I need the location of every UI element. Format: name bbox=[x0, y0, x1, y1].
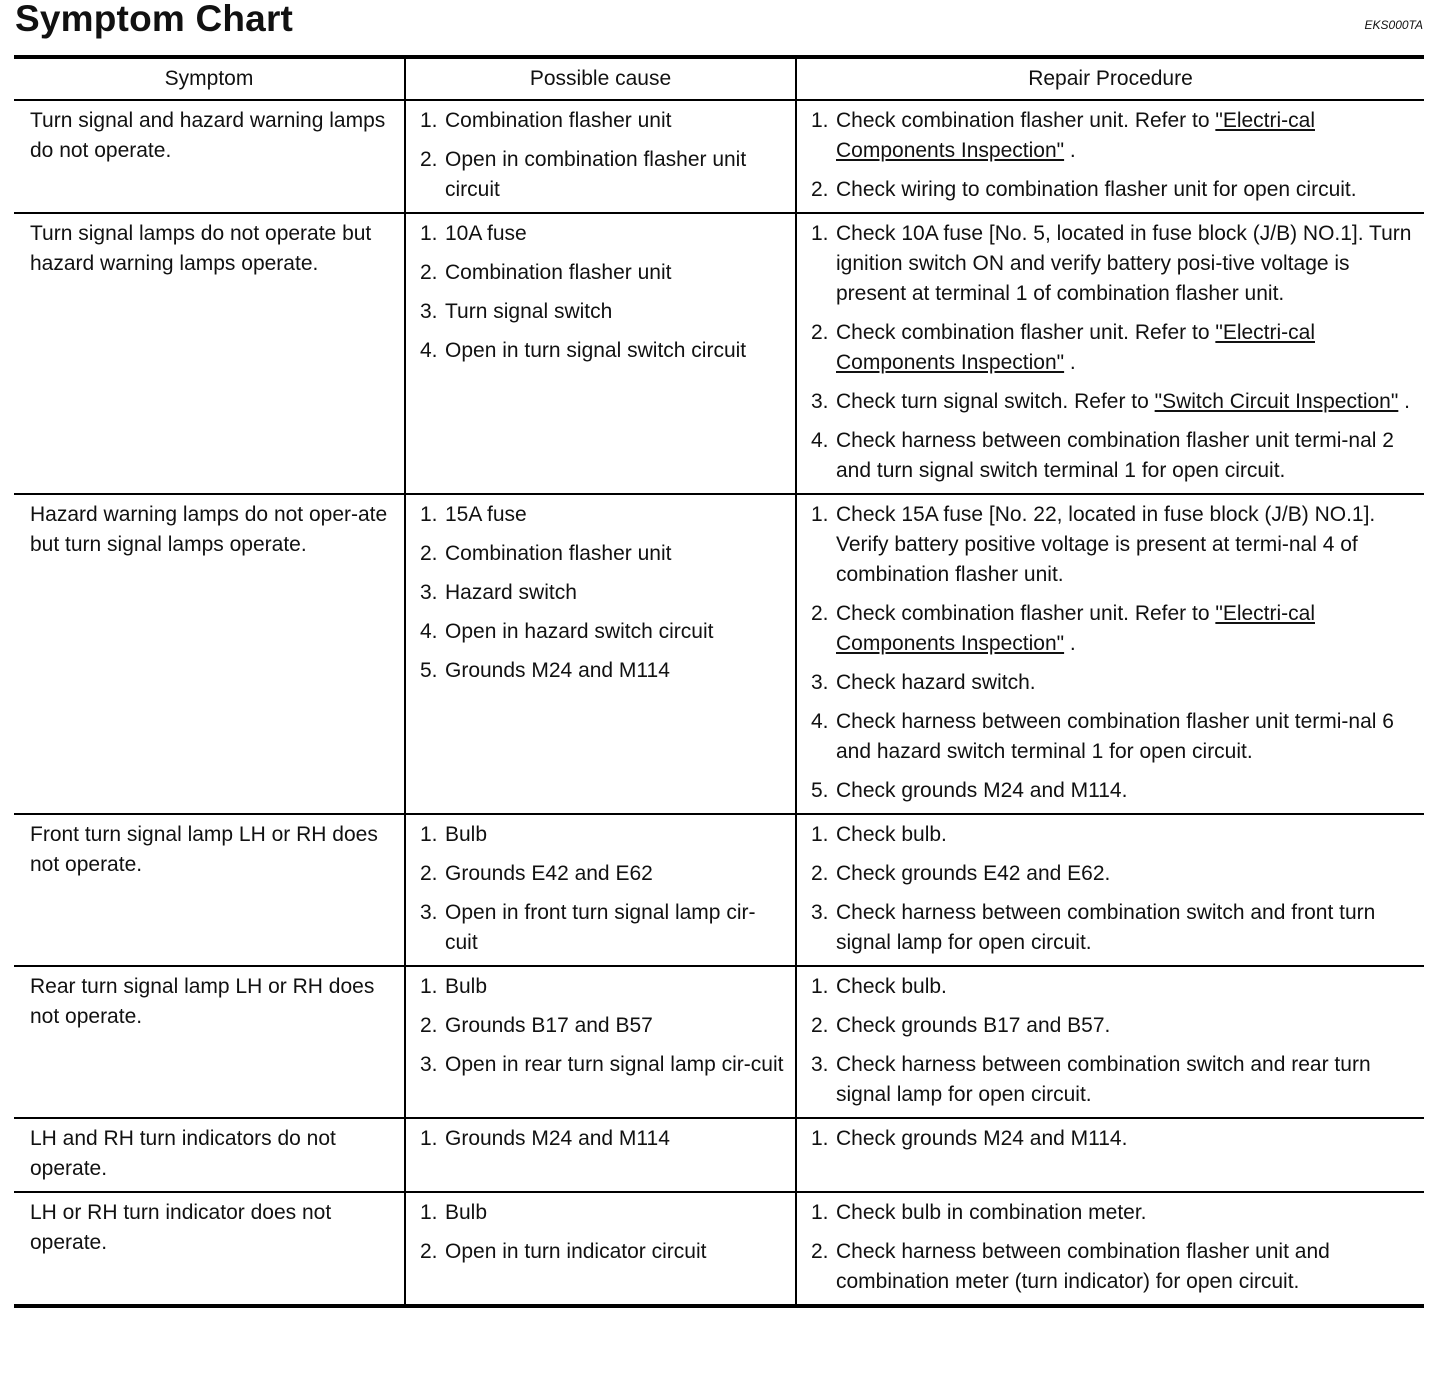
repair-item bbox=[811, 1050, 1416, 1110]
repair-text: Check harness between combination flasher unit termi-nal 6 and hazard switch terminal 1 for open circuit. bbox=[836, 710, 1394, 763]
repair-item bbox=[811, 426, 1416, 486]
item-number: 2. bbox=[811, 602, 829, 625]
repair-item bbox=[811, 175, 1416, 205]
cause-list bbox=[420, 1124, 787, 1154]
repair-item bbox=[811, 106, 1416, 166]
repair-item bbox=[811, 707, 1416, 767]
item-number: 3. bbox=[811, 901, 829, 924]
reference-link[interactable]: "Electri-cal Components Inspection" bbox=[836, 602, 1315, 655]
repair-item bbox=[811, 820, 1416, 850]
repair-text-suffix: . bbox=[1064, 351, 1076, 374]
cause-item bbox=[420, 297, 787, 327]
repair-item bbox=[811, 898, 1416, 958]
cause-text: Turn signal switch bbox=[445, 300, 613, 323]
repair-item bbox=[811, 859, 1416, 889]
item-number: 1. bbox=[420, 1201, 438, 1224]
item-number: 4. bbox=[811, 710, 829, 733]
item-number: 5. bbox=[811, 779, 829, 802]
table-row bbox=[14, 966, 1424, 1118]
repair-list bbox=[811, 219, 1416, 486]
header-possible-cause: Possible cause bbox=[405, 57, 796, 100]
symptom-text: LH or RH turn indicator does not operate. bbox=[30, 1201, 332, 1254]
item-number: 3. bbox=[420, 581, 438, 604]
item-number: 2. bbox=[420, 542, 438, 565]
symptom-cell bbox=[14, 1192, 405, 1306]
item-number: 3. bbox=[420, 1053, 438, 1076]
cause-item bbox=[420, 500, 787, 530]
document-code: EKS000TA bbox=[1364, 18, 1423, 32]
repair-text: Check harness between combination switch and front turn signal lamp for open circuit. bbox=[836, 901, 1376, 954]
cause-text: 15A fuse bbox=[445, 503, 527, 526]
cause-list bbox=[420, 1198, 787, 1267]
symptom-cell bbox=[14, 494, 405, 814]
repair-item bbox=[811, 1237, 1416, 1297]
repair-list bbox=[811, 1198, 1416, 1297]
cause-text: Open in combination flasher unit circuit bbox=[445, 148, 747, 201]
repair-text: Check combination flasher unit. Refer to bbox=[836, 321, 1216, 344]
item-number: 2. bbox=[420, 862, 438, 885]
repair-text: Check turn signal switch. Refer to bbox=[836, 390, 1155, 413]
repair-text-suffix: . bbox=[1398, 390, 1410, 413]
possible-cause-cell bbox=[405, 100, 796, 213]
cause-text: Open in turn indicator circuit bbox=[445, 1240, 707, 1263]
possible-cause-cell bbox=[405, 1118, 796, 1192]
item-number: 2. bbox=[811, 321, 829, 344]
cause-text: Bulb bbox=[445, 823, 488, 846]
cause-text: Open in rear turn signal lamp cir-cuit bbox=[445, 1053, 784, 1076]
table-row bbox=[14, 494, 1424, 814]
item-number: 3. bbox=[420, 901, 438, 924]
cause-item bbox=[420, 1198, 787, 1228]
repair-item bbox=[811, 318, 1416, 378]
repair-procedure-cell bbox=[796, 213, 1424, 494]
item-number: 4. bbox=[811, 429, 829, 452]
cause-text: 10A fuse bbox=[445, 222, 527, 245]
item-number: 3. bbox=[420, 300, 438, 323]
cause-list bbox=[420, 820, 787, 958]
reference-link[interactable]: "Electri-cal Components Inspection" bbox=[836, 321, 1315, 374]
item-number: 3. bbox=[811, 390, 829, 413]
reference-link[interactable]: "Electri-cal Components Inspection" bbox=[836, 109, 1315, 162]
header-repair-procedure: Repair Procedure bbox=[796, 57, 1424, 100]
cause-item bbox=[420, 106, 787, 136]
repair-item bbox=[811, 1124, 1416, 1154]
cause-item bbox=[420, 539, 787, 569]
possible-cause-cell bbox=[405, 1192, 796, 1306]
symptom-table bbox=[14, 55, 1424, 1308]
cause-item bbox=[420, 898, 787, 958]
cause-list bbox=[420, 106, 787, 205]
cause-text: Combination flasher unit bbox=[445, 109, 672, 132]
repair-list bbox=[811, 106, 1416, 205]
symptom-cell bbox=[14, 213, 405, 494]
symptom-text: Front turn signal lamp LH or RH does not operate. bbox=[30, 823, 378, 876]
symptom-text: Rear turn signal lamp LH or RH does not operate. bbox=[30, 975, 375, 1028]
repair-text: Check bulb. bbox=[836, 823, 947, 846]
repair-text: Check bulb in combination meter. bbox=[836, 1201, 1147, 1224]
item-number: 1. bbox=[420, 503, 438, 526]
repair-item bbox=[811, 668, 1416, 698]
symptom-text: Turn signal lamps do not operate but hazard warning lamps operate. bbox=[30, 222, 372, 275]
cause-item bbox=[420, 656, 787, 686]
header-symptom: Symptom bbox=[14, 57, 405, 100]
cause-item bbox=[420, 145, 787, 205]
possible-cause-cell bbox=[405, 213, 796, 494]
cause-list bbox=[420, 219, 787, 366]
repair-text-suffix: . bbox=[1064, 632, 1076, 655]
table-row bbox=[14, 1118, 1424, 1192]
possible-cause-cell bbox=[405, 494, 796, 814]
repair-text: Check grounds M24 and M114. bbox=[836, 779, 1128, 802]
cause-item bbox=[420, 336, 787, 366]
item-number: 2. bbox=[420, 148, 438, 171]
cause-item bbox=[420, 820, 787, 850]
item-number: 1. bbox=[420, 109, 438, 132]
repair-item bbox=[811, 387, 1416, 417]
table-header-row bbox=[14, 57, 1424, 100]
cause-item bbox=[420, 1237, 787, 1267]
repair-item bbox=[811, 1198, 1416, 1228]
cause-item bbox=[420, 1124, 787, 1154]
cause-text: Grounds E42 and E62 bbox=[445, 862, 653, 885]
repair-item bbox=[811, 972, 1416, 1002]
cause-text: Bulb bbox=[445, 1201, 488, 1224]
symptom-cell bbox=[14, 966, 405, 1118]
item-number: 1. bbox=[811, 222, 829, 245]
cause-text: Open in front turn signal lamp cir-cuit bbox=[445, 901, 756, 954]
cause-text: Hazard switch bbox=[445, 581, 577, 604]
item-number: 2. bbox=[811, 1014, 829, 1037]
table-row bbox=[14, 213, 1424, 494]
repair-list bbox=[811, 820, 1416, 958]
item-number: 2. bbox=[811, 178, 829, 201]
page-title: Symptom Chart bbox=[15, 0, 294, 39]
cause-text: Bulb bbox=[445, 975, 488, 998]
cause-item bbox=[420, 972, 787, 1002]
cause-item bbox=[420, 617, 787, 647]
symptom-text: Hazard warning lamps do not oper-ate but turn signal lamps operate. bbox=[30, 503, 388, 556]
possible-cause-cell bbox=[405, 814, 796, 966]
repair-text: Check wiring to combination flasher unit for open circuit. bbox=[836, 178, 1357, 201]
repair-text: Check 10A fuse [No. 5, located in fuse block (J/B) NO.1]. Turn ignition switch ON and verify battery posi-tive voltage is present at terminal 1 of combination flasher unit. bbox=[836, 222, 1412, 305]
cause-item bbox=[420, 219, 787, 249]
cause-text: Grounds M24 and M114 bbox=[445, 1127, 670, 1150]
repair-procedure-cell bbox=[796, 100, 1424, 213]
symptom-text: Turn signal and hazard warning lamps do not operate. bbox=[30, 109, 386, 162]
cause-list bbox=[420, 972, 787, 1080]
item-number: 1. bbox=[811, 975, 829, 998]
item-number: 1. bbox=[811, 109, 829, 132]
table-row bbox=[14, 100, 1424, 213]
table-row bbox=[14, 814, 1424, 966]
item-number: 3. bbox=[811, 1053, 829, 1076]
repair-text: Check hazard switch. bbox=[836, 671, 1036, 694]
item-number: 1. bbox=[420, 222, 438, 245]
possible-cause-cell bbox=[405, 966, 796, 1118]
repair-text: Check bulb. bbox=[836, 975, 947, 998]
item-number: 2. bbox=[811, 1240, 829, 1263]
symptom-cell bbox=[14, 100, 405, 213]
item-number: 1. bbox=[420, 823, 438, 846]
reference-link[interactable]: "Switch Circuit Inspection" bbox=[1154, 390, 1399, 413]
item-number: 1. bbox=[811, 823, 829, 846]
repair-procedure-cell bbox=[796, 494, 1424, 814]
cause-item bbox=[420, 258, 787, 288]
cause-list bbox=[420, 500, 787, 686]
repair-procedure-cell bbox=[796, 814, 1424, 966]
repair-list bbox=[811, 1124, 1416, 1154]
cause-text: Open in hazard switch circuit bbox=[445, 620, 714, 643]
repair-list bbox=[811, 972, 1416, 1110]
repair-text: Check harness between combination flasher unit termi-nal 2 and turn signal switch terminal 1 for open circuit. bbox=[836, 429, 1394, 482]
repair-text: Check grounds B17 and B57. bbox=[836, 1014, 1111, 1037]
repair-text: Check harness between combination flasher unit and combination meter (turn indicator) for open circuit. bbox=[836, 1240, 1330, 1293]
item-number: 2. bbox=[420, 261, 438, 284]
repair-text: Check grounds E42 and E62. bbox=[836, 862, 1111, 885]
repair-item bbox=[811, 500, 1416, 590]
item-number: 2. bbox=[420, 1240, 438, 1263]
item-number: 4. bbox=[420, 620, 438, 643]
repair-text: Check combination flasher unit. Refer to bbox=[836, 109, 1216, 132]
item-number: 4. bbox=[420, 339, 438, 362]
item-number: 2. bbox=[811, 862, 829, 885]
cause-text: Combination flasher unit bbox=[445, 261, 672, 284]
symptom-text: LH and RH turn indicators do not operate. bbox=[30, 1127, 336, 1180]
item-number: 5. bbox=[420, 659, 438, 682]
symptom-cell bbox=[14, 1118, 405, 1192]
cause-text: Combination flasher unit bbox=[445, 542, 672, 565]
item-number: 1. bbox=[811, 1127, 829, 1150]
repair-item bbox=[811, 599, 1416, 659]
table-row bbox=[14, 1192, 1424, 1306]
repair-text: Check combination flasher unit. Refer to bbox=[836, 602, 1216, 625]
item-number: 3. bbox=[811, 671, 829, 694]
item-number: 1. bbox=[420, 975, 438, 998]
cause-item bbox=[420, 1050, 787, 1080]
table-body bbox=[14, 100, 1424, 1306]
repair-text: Check 15A fuse [No. 22, located in fuse block (J/B) NO.1]. Verify battery positive voltage is present at termi-nal 4 of combination flasher unit. bbox=[836, 503, 1376, 586]
cause-text: Open in turn signal switch circuit bbox=[445, 339, 747, 362]
repair-procedure-cell bbox=[796, 1118, 1424, 1192]
repair-item bbox=[811, 219, 1416, 309]
item-number: 1. bbox=[420, 1127, 438, 1150]
item-number: 1. bbox=[811, 1201, 829, 1224]
cause-item bbox=[420, 1011, 787, 1041]
repair-procedure-cell bbox=[796, 1192, 1424, 1306]
repair-text: Check harness between combination switch and rear turn signal lamp for open circuit. bbox=[836, 1053, 1371, 1106]
repair-text-suffix: . bbox=[1064, 139, 1076, 162]
repair-list bbox=[811, 500, 1416, 806]
repair-text: Check grounds M24 and M114. bbox=[836, 1127, 1128, 1150]
cause-item bbox=[420, 859, 787, 889]
cause-text: Grounds B17 and B57 bbox=[445, 1014, 653, 1037]
cause-item bbox=[420, 578, 787, 608]
repair-procedure-cell bbox=[796, 966, 1424, 1118]
item-number: 1. bbox=[811, 503, 829, 526]
symptom-cell bbox=[14, 814, 405, 966]
item-number: 2. bbox=[420, 1014, 438, 1037]
cause-text: Grounds M24 and M114 bbox=[445, 659, 670, 682]
repair-item bbox=[811, 776, 1416, 806]
repair-item bbox=[811, 1011, 1416, 1041]
